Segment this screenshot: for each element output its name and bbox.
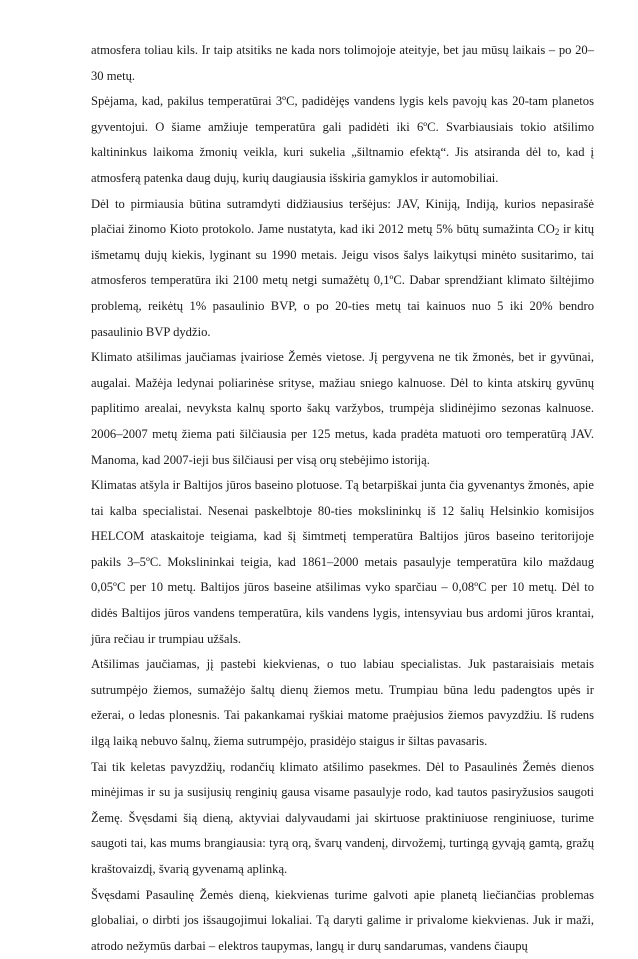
document-page [91,38,594,959]
paragraph: Švęsdami Pasaulinę Žemės dieną, kiekvienas turime galvoti apie planetą liečiančias problemas globaliai, o dirbti jos išsaugojimui lokaliai. Tą daryti galime ir privalome kiekvienas. Juk ir maži, atrodo nežymūs darbai – elektros taupymas, langų ir durų sandarumas, vandens čiaupų [91,887,594,953]
subscript: 2 [554,227,560,238]
paragraph-text: Dėl to pirmiausia būtina sutramdyti didžiausius teršėjus: JAV, Kiniją, Indiją, kurios nepasirašė plačiai žinomo Kioto protokolo. Jame nustatyta, kad iki 2012 metų 5% būtų sumažinta CO [91,196,594,237]
paragraph-text: ir kitų išmetamų dujų kiekis, lyginant su 1990 metais. Jeigu visos šalys laikytųsi minėto susitarimo, tai atmosferos temperatūra iki 2100 metų netgi sumažėtų 0,1ºC. Dabar sprendžiant klimato šiltėjimo problemą, reikėtų 1% pasaulinio BVP, o po 20-ties metų tai kainuos nuo 5 iki 20% bendro pasaulinio BVP dydžio. [91,222,594,339]
paragraph: atmosfera toliau kils. Ir taip atsitiks ne kada nors tolimojoje ateityje, bet jau mūsų laikais – po 20–30 metų. [91,43,594,83]
paragraph [91,192,594,346]
paragraph: Klimato atšilimas jaučiamas įvairiose Žemės vietose. Jį pergyvena ne tik žmonės, bet ir gyvūnai, augalai. Mažėja ledynai poliarinėse srityse, mažiau sniego kalnuose. Dėl to kinta atskirų gyvūnų paplitimo arealai, nevyksta kalnų sporto šakų varžybos, trumpėja slidinėjimo sezonas kalnuose. 2006–2007 metų žiema pati šilčiausia per 125 metus, kada pradėta matuoti oro temperatūrą JAV. Manoma, kad 2007-ieji bus šilčiausi per visą orų stebėjimo istoriją. [91,350,594,467]
paragraph: Spėjama, kad, pakilus temperatūrai 3ºC, padidėjęs vandens lygis kels pavojų kas 20-tam planetos gyventojui. O šiame amžiuje temperatūra gali padidėti iki 6ºC. Svarbiausiais tokio atšilimo kaltininkus laikoma žmonių veikla, kuri sukelia „šiltnamio efektą“. Jis atsiranda dėl to, kad į atmosferą patenka daug dujų, kurių daugiausia išskiria gamyklos ir automobiliai. [91,94,594,185]
paragraph: Atšilimas jaučiamas, jį pastebi kiekvienas, o tuo labiau specialistas. Juk pastaraisiais metais sutrumpėjo žiemos, sumažėjo šaltų dienų žiemos metu. Trumpiau būna ledu padengtos upės ir ežerai, o ledas plonesnis. Tai pakankamai ryškiai matome praėjusios žiemos pavyzdžiu. Iš rudens ilgą laiką nebuvo šalnų, žiema sutrumpėjo, prasidėjo staigus ir šiltas pavasaris. [91,657,594,749]
paragraph: Tai tik keletas pavyzdžių, rodančių klimato atšilimo pasekmes. Dėl to Pasaulinės Žemės dienos minėjimas ir su ja susijusių renginių gausa visame pasaulyje rodo, kad tautos pasiryžusios saugoti Žemę. Švęsdami šią dieną, aktyviai dalyvaudami jai skirtuose praktiniuose renginiuose, turime saugoti tai, kas mums brangiausia: tyrą orą, švarų vandenį, dirvožemį, turtingą gyvąją gamtą, gražų kraštovaizdį, švarią gyvenamą aplinką. [91,759,594,876]
paragraph: Klimatas atšyla ir Baltijos jūros baseino plotuose. Tą betarpiškai junta čia gyvenantys žmonės, apie tai kalba specialistai. Nesenai paskelbtoje 80-ties mokslininkų iš 12 šalių Helsinkio komisijos HELCOM ataskaitoje teigiama, kad šį šimtmetį temperatūra Baltijos jūros baseino teritorijoje pakils 3–5ºC. Mokslininkai teigia, kad 1861–2000 metais pasaulyje temperatūra kilo maždaug 0,05ºC per 10 metų. Baltijos jūros baseine atšilimas vyko sparčiau – 0,08ºC per 10 metų. Dėl to didės Baltijos jūros vandens temperatūra, kils vandens lygis, intensyviau bus ardomi jūros krantai, jūra rečiau ir trumpiau užšals. [91,478,594,646]
